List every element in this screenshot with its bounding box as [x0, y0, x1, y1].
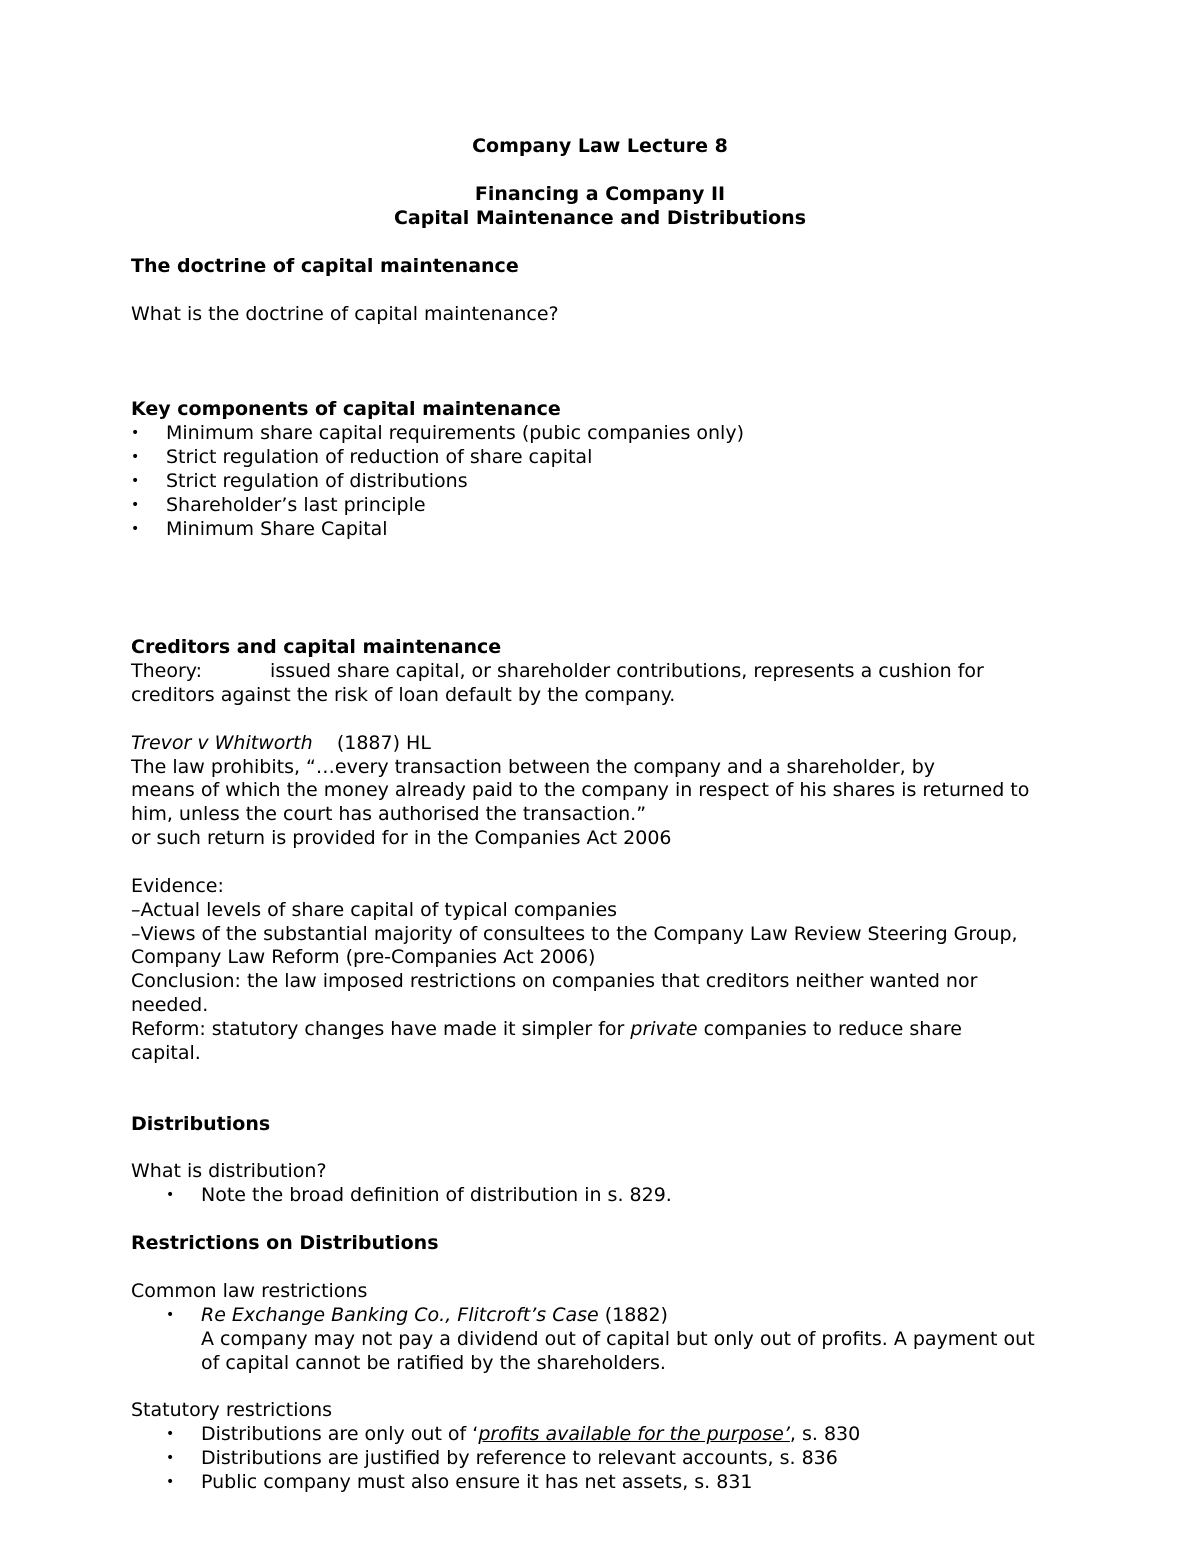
document-subtitle-2: Capital Maintenance and Distributions	[393, 207, 807, 229]
evidence-line: needed.	[131, 994, 209, 1016]
bullet-glyph: •	[166, 1450, 175, 1466]
reform-suffix: companies to reduce share	[697, 1018, 962, 1040]
key-component-item: Minimum Share Capital	[166, 518, 388, 540]
heading-restrictions: Restrictions on Distributions	[131, 1232, 439, 1254]
bullet-glyph: •	[166, 1187, 175, 1203]
common-law-label: Common law restrictions	[131, 1280, 368, 1302]
document-subtitle: Financing a Company II	[474, 183, 726, 205]
statutory-1-prefix: Distributions are only out of ‘	[201, 1423, 479, 1445]
bullet-glyph: •	[131, 497, 140, 513]
key-component-item: Minimum share capital requirements (pubic companies only)	[166, 422, 744, 444]
bullet-glyph: •	[131, 521, 140, 537]
key-component-item: Strict regulation of reduction of share capital	[166, 446, 593, 468]
reform-italic: private	[630, 1018, 698, 1040]
evidence-line: Evidence:	[131, 875, 224, 897]
flitcroft-case-year: (1882)	[598, 1304, 668, 1326]
evidence-line: –Actual levels of share capital of typical companies	[131, 899, 618, 921]
case-citation: (1887) HL	[336, 732, 431, 754]
bullet-glyph: •	[166, 1474, 175, 1490]
theory-label: Theory:	[131, 660, 203, 682]
quote-line: or such return is provided for in the Companies Act 2006	[131, 827, 672, 849]
heading-distributions: Distributions	[131, 1113, 271, 1135]
reform-line-2: capital.	[131, 1042, 201, 1064]
statutory-label: Statutory restrictions	[131, 1399, 333, 1421]
bullet-glyph: •	[166, 1426, 175, 1442]
quote-line: The law prohibits, “…every transaction between the company and a shareholder, by	[131, 756, 936, 778]
case-reference	[131, 731, 431, 755]
document-title: Company Law Lecture 8	[472, 135, 728, 157]
distributions-question: What is distribution?	[131, 1160, 327, 1182]
distributions-bullet: Note the broad definition of distribution in s. 829.	[201, 1184, 672, 1206]
bullet-glyph: •	[131, 449, 140, 465]
flitcroft-case-name: Re Exchange Banking Co., Flitcroft’s Case	[201, 1304, 599, 1326]
theory-line	[131, 659, 984, 683]
bullet-glyph: •	[131, 473, 140, 489]
evidence-line: –Views of the substantial majority of consultees to the Company Law Review Steering Group,	[131, 923, 1018, 945]
profits-available-link[interactable]: profits available for the purpose’	[478, 1423, 790, 1445]
heading-creditors: Creditors and capital maintenance	[131, 636, 502, 658]
theory-text: issued share capital, or shareholder contributions, represents a cushion for	[270, 660, 984, 682]
bullet-glyph: •	[131, 425, 140, 441]
theory-text-continued: creditors against the risk of loan default by the company.	[131, 684, 676, 706]
evidence-line: Conclusion: the law imposed restrictions on companies that creditors neither wanted nor	[131, 970, 978, 992]
quote-line: means of which the money already paid to the company in respect of his shares is returned to	[131, 779, 1030, 801]
evidence-line: Company Law Reform (pre-Companies Act 2006)	[131, 946, 596, 968]
reform-prefix: Reform: statutory changes have made it simpler for	[131, 1018, 631, 1040]
statutory-item: Public company must also ensure it has net assets, s. 831	[201, 1471, 753, 1493]
bullet-glyph: •	[166, 1307, 175, 1323]
key-component-item: Shareholder’s last principle	[166, 494, 426, 516]
statutory-item: Distributions are justified by reference to relevant accounts, s. 836	[201, 1447, 838, 1469]
case-name: Trevor v Whitworth	[131, 732, 313, 754]
quote-line: him, unless the court has authorised the transaction.”	[131, 803, 647, 825]
flitcroft-text: A company may not pay a dividend out of capital but only out of profits. A payment out	[201, 1328, 1035, 1350]
doctrine-question: What is the doctrine of capital maintenance?	[131, 303, 559, 325]
statutory-item	[201, 1422, 860, 1446]
flitcroft-text-2: of capital cannot be ratified by the shareholders.	[201, 1352, 666, 1374]
heading-key-components: Key components of capital maintenance	[131, 398, 561, 420]
key-component-item: Strict regulation of distributions	[166, 470, 468, 492]
flitcroft-case	[201, 1303, 668, 1327]
reform-line	[131, 1017, 962, 1041]
statutory-1-suffix: , s. 830	[789, 1423, 861, 1445]
heading-doctrine: The doctrine of capital maintenance	[131, 255, 519, 277]
